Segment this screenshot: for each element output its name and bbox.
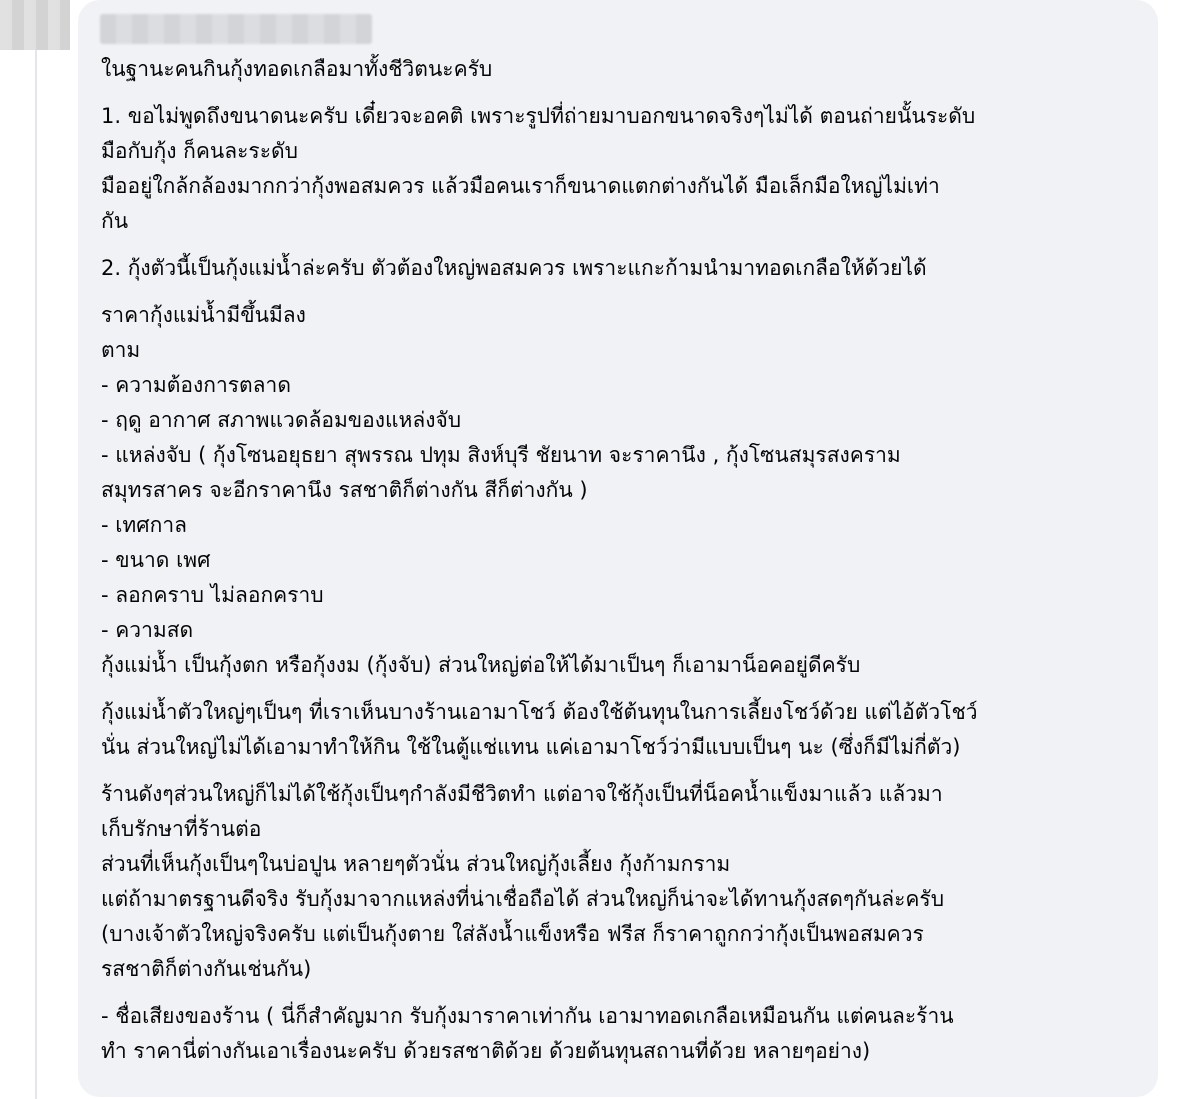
comment-line: ตาม [101, 338, 141, 362]
comment-line: - ขนาด เพศ [101, 548, 211, 572]
comment-line: กุ้งแม่น้ำ เป็นกุ้งตก หรือกุ้งงม (กุ้งจับ) ส่วนใหญ่ต่อให้ได้มาเป็นๆ ก็เอามาน็อคอยู่ดีครับ [101, 653, 861, 677]
comment-line: - ลอกคราบ ไม่ลอกคราบ [101, 583, 324, 607]
comment-line: นั่น ส่วนใหญ่ไม่ได้เอามาทำให้กิน ใช้ในตู้แช่แทน แค่เอามาโชว์ว่ามีแบบเป็นๆ นะ (ซึ่งก็มีไม่กี่ตัว) [101, 735, 961, 759]
comment-line: รสชาติก็ต่างกันเช่นกัน) [101, 957, 312, 981]
comment-line: กุ้งแม่น้ำตัวใหญ่ๆเป็นๆ ที่เราเห็นบางร้านเอามาโชว์ ต้องใช้ต้นทุนในการเลี้ยงโชว์ด้วย แต่ไอ้ตัวโชว์ [101, 700, 978, 724]
comment-line: - แหล่งจับ ( กุ้งโซนอยุธยา สุพรรณ ปทุม สิงห์บุรี ชัยนาท จะราคานึง , กุ้งโซนสมุรสงคราม [101, 443, 901, 467]
comment-line: - ความสด [101, 618, 194, 642]
comment-body [101, 52, 1141, 1069]
comment-line: ในฐานะคนกินกุ้งทอดเกลือมาทั้งชีวิตนะครับ [101, 57, 493, 81]
author-name[interactable] [100, 14, 372, 44]
comment-line: - ฤดู อากาศ สภาพแวดล้อมของแหล่งจับ [101, 408, 462, 432]
thread-line [35, 50, 37, 1099]
comment-paragraph [101, 695, 1141, 765]
comment-line: ส่วนที่เห็นกุ้งเป็นๆในบ่อปูน หลายๆตัวนั่น ส่วนใหญ่กุ้งเลี้ยง กุ้งก้ามกราม [101, 852, 731, 876]
comment-paragraph [101, 999, 1141, 1069]
comment-line: - ความต้องการตลาด [101, 373, 291, 397]
comment-line: - ชื่อเสียงของร้าน ( นี่ก็สำคัญมาก รับกุ้งมาราคาเท่ากัน เอามาทอดเกลือเหมือนกัน แต่คนละร้าน [101, 1004, 954, 1028]
comment-line: มืออยู่ใกล้กล้องมากกว่ากุ้งพอสมควร แล้วมือคนเราก็ขนาดแตกต่างกันได้ มือเล็กมือใหญ่ไม่เท่า [101, 174, 940, 198]
comment-line: กัน [101, 209, 129, 233]
comment-line: แต่ถ้ามาตรฐานดีจริง รับกุ้งมาจากแหล่งที่น่าเชื่อถือได้ ส่วนใหญ่ก็น่าจะได้ทานกุ้งสดๆกันล่ะครับ [101, 887, 945, 911]
comment-paragraph [101, 99, 1141, 239]
comment-line: 2. กุ้งตัวนี้เป็นกุ้งแม่น้ำล่ะครับ ตัวต้องใหญ่พอสมควร เพราะแกะก้ามนำมาทอดเกลือให้ด้วยได้ [101, 256, 927, 280]
comment-line: มือกับกุ้ง ก็คนละระดับ [101, 139, 298, 163]
comment-line: สมุทรสาคร จะอีกราคานึง รสชาติก็ต่างกัน สีก็ต่างกัน ) [101, 478, 588, 502]
comment-paragraph [101, 52, 1141, 87]
comment-line: ร้านดังๆส่วนใหญ่ก็ไม่ได้ใช้กุ้งเป็นๆกำลังมีชีวิตทำ แต่อาจใช้กุ้งเป็นที่น็อคน้ำแข็งมาแล้ว แล้วมา [101, 782, 943, 806]
comment-line: - เทศกาล [101, 513, 187, 537]
comment-line: ทำ ราคานี่ต่างกันเอาเรื่องนะครับ ด้วยรสชาติด้วย ด้วยต้นทุนสถานที่ด้วย หลายๆอย่าง) [101, 1039, 871, 1063]
comment-line: เก็บรักษาที่ร้านต่อ [101, 817, 262, 841]
comment-line: ราคากุ้งแม่น้ำมีขึ้นมีลง [101, 303, 306, 327]
comment-line: 1. ขอไม่พูดถึงขนาดนะครับ เดี๋ยวจะอคติ เพราะรูปที่ถ่ายมาบอกขนาดจริงๆไม่ได้ ตอนถ่ายนั้นระดับ [101, 104, 976, 128]
avatar[interactable] [0, 0, 70, 50]
comment-line: (บางเจ้าตัวใหญ่จริงครับ แต่เป็นกุ้งตาย ใส่ลังน้ำแข็งหรือ ฟรีส ก็ราคาถูกกว่ากุ้งเป็นพอสมควร [101, 922, 924, 946]
comment-paragraph [101, 298, 1141, 683]
comment-paragraph [101, 777, 1141, 987]
comment-paragraph [101, 251, 1141, 286]
